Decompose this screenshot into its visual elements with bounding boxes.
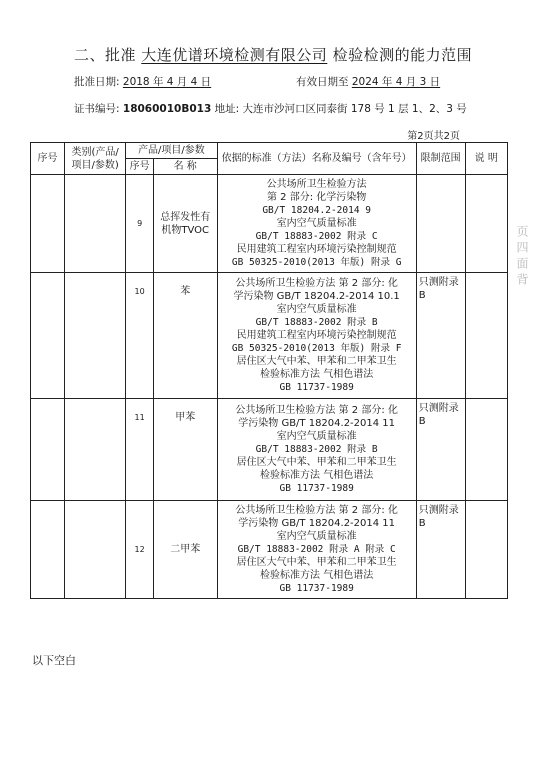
certificate-line — [74, 101, 467, 116]
page-title — [74, 44, 472, 65]
row-category-cell — [64, 501, 125, 599]
header-item-name: 名 称 — [153, 159, 217, 175]
item-name: 总挥发性有机物TVOC — [153, 175, 217, 273]
header-product-group: 产品/项目/参数 — [126, 143, 217, 159]
standard-line: GB 11737-1989 — [279, 583, 354, 594]
standard-line: 公共场所卫生检验方法 第 2 部分: 化 — [235, 278, 398, 289]
note-cell — [465, 273, 507, 399]
item-no: 11 — [126, 399, 154, 501]
note-cell — [465, 175, 507, 273]
row-category-cell — [64, 273, 125, 399]
table-row — [31, 399, 508, 501]
row-seq-cell — [31, 273, 65, 399]
standard-line: GB/T 18883-2002 附录 C — [255, 231, 378, 242]
valid-until-line — [296, 74, 440, 89]
item-no: 12 — [126, 501, 154, 599]
cert-no-value: 18060010B013 — [122, 103, 212, 115]
standard-line: 公共场所卫生检验方法 第 2 部分: 化 — [235, 405, 398, 416]
valid-until-value: 2024 年 4 月 3 日 — [351, 76, 441, 88]
standard-line: 室内空气质量标准 — [276, 431, 357, 442]
standard-line: GB/T 18883-2002 附录 A 附录 C — [237, 544, 396, 555]
standard-line: 室内空气质量标准 — [276, 218, 357, 229]
standard-cell — [217, 399, 416, 501]
row-seq-cell — [31, 399, 65, 501]
seam-stamp: 页四面背 — [515, 225, 529, 289]
note-cell — [465, 501, 507, 599]
standard-line: 学污染物 GB/T 18204.2-2014 10.1 — [233, 291, 400, 302]
item-no: 10 — [126, 273, 154, 399]
standard-line: 学污染物 GB/T 18204.2-2014 11 — [238, 418, 396, 429]
item-name: 二甲苯 — [153, 501, 217, 599]
standard-line: GB/T 18883-2002 附录 B — [255, 317, 378, 328]
standard-line: 公共场所卫生检验方法 — [266, 179, 367, 190]
standard-line: 检验标准方法 气相色谱法 — [260, 570, 374, 581]
standard-cell — [217, 501, 416, 599]
standard-line: GB 50325-2010(2013 年版) 附录 F — [231, 343, 402, 354]
limit-cell: 只测附录B — [416, 501, 465, 599]
standard-cell — [217, 175, 416, 273]
standard-line: GB/T 18204.2-2014 9 — [262, 205, 371, 216]
limit-cell — [416, 175, 465, 273]
table-row — [31, 501, 508, 599]
standard-line: 民用建筑工程室内环境污染控制规范 — [236, 330, 397, 341]
item-name: 甲苯 — [153, 399, 217, 501]
limit-cell: 只测附录B — [416, 399, 465, 501]
limit-cell: 只测附录B — [416, 273, 465, 399]
standard-line: 居住区大气中苯、甲苯和二甲苯卫生 — [236, 356, 397, 367]
header-category: 类别(产品/项目/参数) — [64, 143, 125, 175]
header-limit: 限制范围 — [416, 143, 465, 175]
item-no: 9 — [126, 175, 154, 273]
title-prefix: 二、批准 — [74, 46, 137, 64]
row-seq-cell — [31, 501, 65, 599]
capability-table — [30, 142, 508, 599]
standard-line: 学污染物 GB/T 18204.2-2014 11 — [238, 518, 396, 529]
standard-line: 居住区大气中苯、甲苯和二甲苯卫生 — [236, 457, 397, 468]
header-standard: 依据的标准（方法）名称及编号（含年号） — [217, 143, 416, 175]
title-organization: 大连优谱环境检测有限公司 — [141, 46, 328, 64]
standard-line: 居住区大气中苯、甲苯和二甲苯卫生 — [236, 557, 397, 568]
standard-line: 第 2 部分: 化学污染物 — [267, 192, 367, 203]
table-row — [31, 175, 508, 273]
standard-line: GB 50325-2010(2013 年版) 附录 G — [231, 257, 402, 268]
table-row — [31, 273, 508, 399]
note-cell — [465, 399, 507, 501]
page-indicator: 第2页共2页 — [407, 131, 460, 142]
approval-date-value: 2018 年 4 月 4 日 — [122, 76, 212, 88]
approval-date-label: 批准日期: — [74, 76, 120, 88]
approval-date-line — [74, 74, 211, 89]
cert-no-label: 证书编号: — [74, 103, 120, 115]
standard-line: 室内空气质量标准 — [276, 304, 357, 315]
row-seq-cell — [31, 175, 65, 273]
standard-line: 民用建筑工程室内环境污染控制规范 — [236, 244, 397, 255]
item-name: 苯 — [153, 273, 217, 399]
row-category-cell — [64, 399, 125, 501]
standard-line: 公共场所卫生检验方法 第 2 部分: 化 — [235, 505, 398, 516]
end-of-content-note: 以下空白 — [32, 654, 76, 667]
standard-line: 检验标准方法 气相色谱法 — [260, 369, 374, 380]
row-category-cell — [64, 175, 125, 273]
header-seq: 序号 — [31, 143, 65, 175]
header-item-no: 序号 — [126, 159, 154, 175]
standard-line: 室内空气质量标准 — [276, 531, 357, 542]
standard-line: GB/T 18883-2002 附录 B — [255, 444, 378, 455]
address-value: 大连市沙河口区同泰街 178 号 1 层 1、2、3 号 — [242, 103, 467, 115]
header-note: 说 明 — [465, 143, 507, 175]
standard-line: 检验标准方法 气相色谱法 — [260, 470, 374, 481]
standard-line: GB 11737-1989 — [279, 483, 354, 494]
standard-line: GB 11737-1989 — [279, 382, 354, 393]
title-suffix: 检验检测的能力范围 — [332, 46, 473, 64]
valid-until-label: 有效日期至 — [296, 76, 349, 88]
standard-cell — [217, 273, 416, 399]
header-row-1 — [31, 143, 508, 159]
address-label: 地址: — [214, 103, 240, 115]
